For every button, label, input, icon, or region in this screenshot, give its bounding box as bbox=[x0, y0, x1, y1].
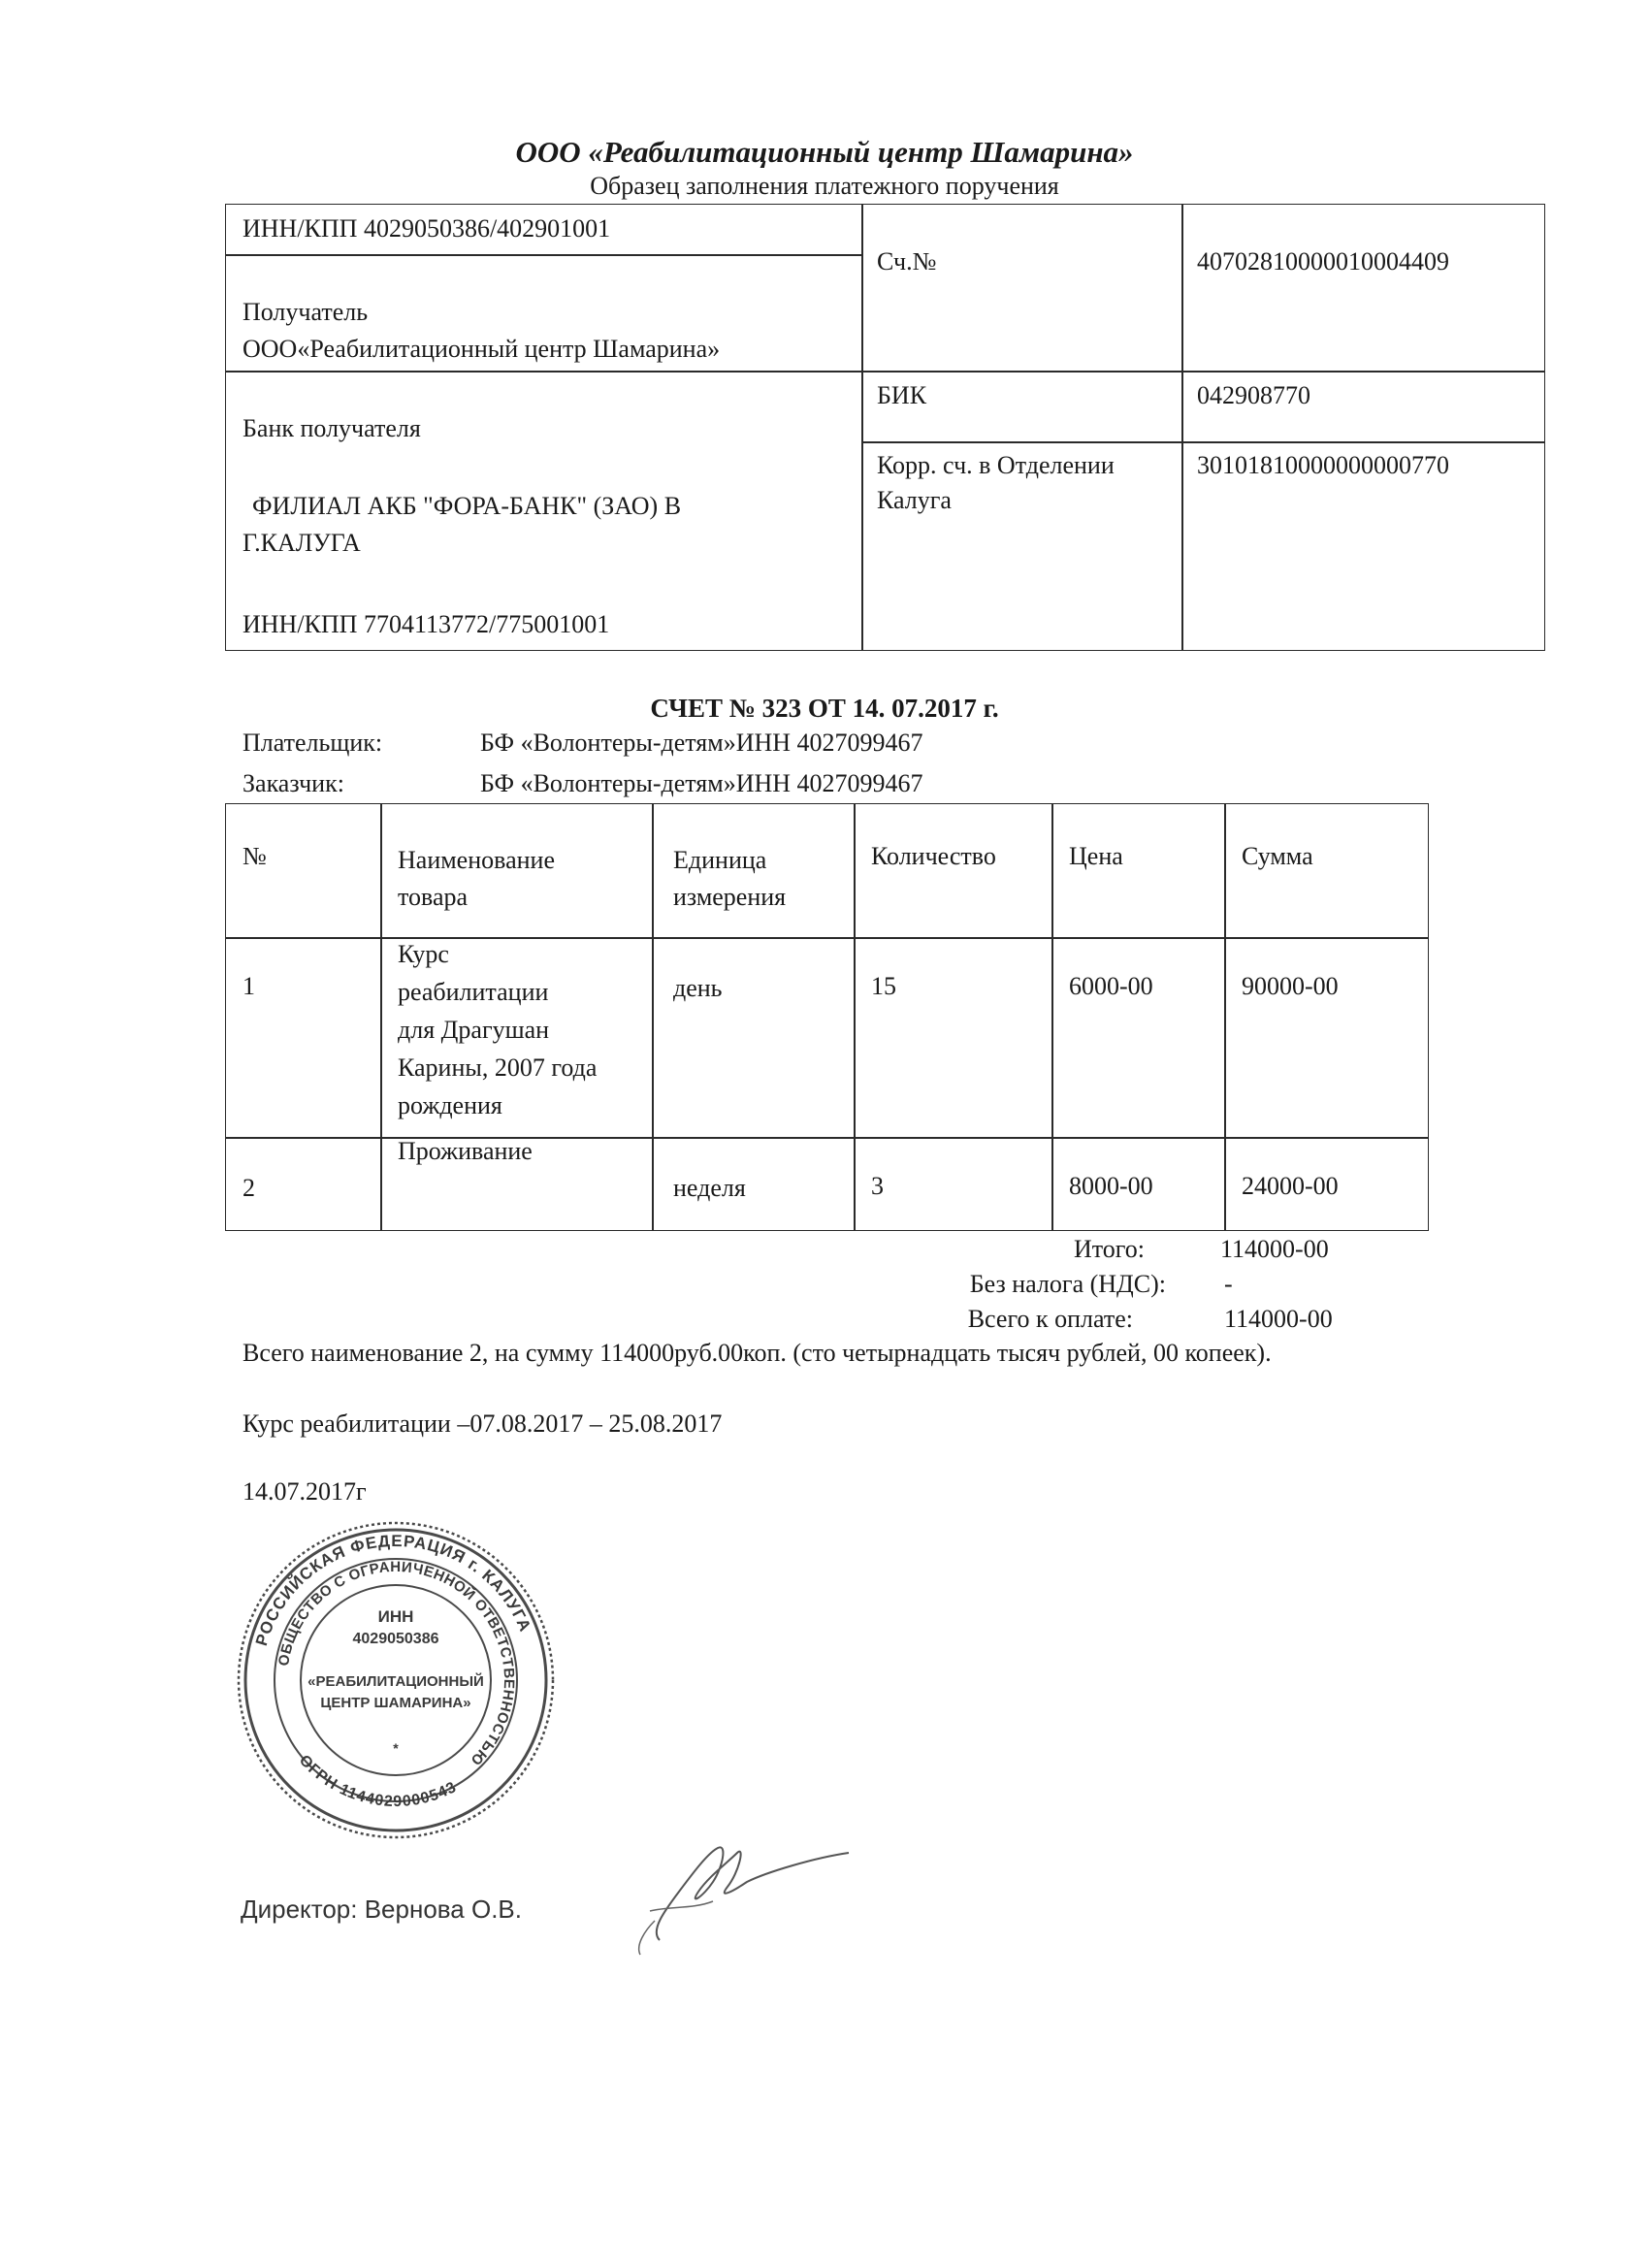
invoice-date: 14.07.2017г bbox=[242, 1477, 367, 1506]
company-seal bbox=[231, 1515, 561, 1845]
payment-sample-subtitle: Образец заполнения платежного поручения bbox=[590, 172, 1059, 200]
row1-name-line: Курс bbox=[398, 940, 449, 968]
stamp-star: * bbox=[393, 1740, 399, 1756]
invoice-title: СЧЕТ № 323 ОТ 14. 07.2017 г. bbox=[650, 694, 999, 723]
row2-name: Проживание bbox=[398, 1137, 533, 1165]
payer-label: Плательщик: bbox=[242, 729, 383, 757]
items-table bbox=[225, 803, 1428, 1230]
svg-text:ОГРН 1144029000543 bbox=[296, 1752, 460, 1810]
vat-label: Без налога (НДС): bbox=[969, 1270, 1166, 1298]
organization-title: ООО «Реабилитационный центр Шамарина» bbox=[515, 135, 1134, 169]
stamp-inn-label: ИНН bbox=[377, 1607, 414, 1626]
payer-value: БФ «Волонтеры-детям»ИНН 4027099467 bbox=[480, 729, 923, 757]
account-value: 40702810000010004409 bbox=[1197, 247, 1449, 275]
stamp-middle-text: ОБЩЕСТВО С ОГРАНИЧЕННОЙ ОТВЕТСТВЕННОСТЬЮ bbox=[275, 1558, 518, 1769]
bank-label: Банк получателя bbox=[242, 414, 421, 442]
grand-total-value: 114000-00 bbox=[1224, 1305, 1333, 1333]
grand-total-label: Всего к оплате: bbox=[967, 1305, 1133, 1333]
invoice-summary: Всего наименование 2, на сумму 114000руб.00коп. (сто четырнадцать тысяч рублей, 00 копеек). bbox=[242, 1339, 1272, 1367]
stamp-ogrn: ОГРН 1144029000543 bbox=[295, 1752, 460, 1811]
row1-num: 1 bbox=[242, 972, 255, 1000]
stamp-name-line2: ЦЕНТР ШАМАРИНА» bbox=[320, 1695, 471, 1711]
header-unit bbox=[673, 842, 786, 916]
account-label: Сч.№ bbox=[877, 247, 937, 275]
header-name bbox=[398, 842, 555, 916]
payment-details-table bbox=[225, 204, 1544, 650]
row1-name-line: Карины, 2007 года bbox=[398, 1053, 598, 1082]
row1-unit: день bbox=[673, 974, 723, 1002]
corr-label-line2: Калуга bbox=[877, 486, 952, 514]
row1-qty: 15 bbox=[871, 972, 896, 1000]
header-qty: Количество bbox=[871, 842, 996, 870]
row2-price: 8000-00 bbox=[1069, 1172, 1153, 1200]
header-num: № bbox=[242, 842, 267, 870]
header-sum: Сумма bbox=[1242, 842, 1313, 870]
row2-sum: 24000-00 bbox=[1242, 1172, 1339, 1200]
header-name-line2: товара bbox=[398, 883, 469, 911]
row1-name-line: реабилитации bbox=[398, 978, 549, 1006]
bank-name-line2: Г.КАЛУГА bbox=[242, 529, 361, 557]
header-unit-line1: Единица bbox=[673, 846, 767, 874]
bik-value: 042908770 bbox=[1197, 381, 1310, 409]
bank-name-line1: ФИЛИАЛ АКБ "ФОРА-БАНК" (ЗАО) В bbox=[252, 492, 682, 520]
customer-value: БФ «Волонтеры-детям»ИНН 4027099467 bbox=[480, 769, 923, 797]
row1-name-line: для Драгушан bbox=[398, 1016, 550, 1044]
recipient-label: Получатель bbox=[242, 298, 369, 326]
vat-value: - bbox=[1224, 1270, 1233, 1298]
stamp-outer-text: РОССИЙСКАЯ ФЕДЕРАЦИЯ г. КАЛУГА bbox=[251, 1531, 535, 1648]
payer-row bbox=[242, 726, 382, 761]
header-name-line1: Наименование bbox=[398, 846, 555, 874]
bank-inn-kpp: ИНН/КПП 7704113772/775001001 bbox=[242, 610, 610, 638]
stamp-name-line1: «РЕАБИЛИТАЦИОННЫЙ bbox=[307, 1673, 484, 1690]
row1-name bbox=[398, 935, 597, 1124]
corr-account-value: 30101810000000000770 bbox=[1197, 451, 1449, 479]
total-value: 114000-00 bbox=[1220, 1235, 1329, 1263]
row1-sum: 90000-00 bbox=[1242, 972, 1339, 1000]
header-price: Цена bbox=[1069, 842, 1123, 870]
customer-label: Заказчик: bbox=[242, 769, 344, 797]
corr-label-line1: Корр. сч. в Отделении bbox=[877, 451, 1115, 479]
stamp-inn-value: 4029050386 bbox=[352, 1631, 439, 1647]
header-unit-line2: измерения bbox=[673, 883, 787, 911]
svg-text:ОБЩЕСТВО С ОГРАНИЧЕННОЙ ОТВЕТС bbox=[275, 1559, 517, 1768]
bik-label: БИК bbox=[877, 381, 927, 409]
recipient-name: ООО«Реабилитационный центр Шамарина» bbox=[242, 335, 721, 363]
row2-qty: 3 bbox=[871, 1172, 884, 1200]
inn-kpp: ИНН/КПП 4029050386/402901001 bbox=[242, 214, 611, 243]
row1-price: 6000-00 bbox=[1069, 972, 1153, 1000]
course-period: Курс реабилитации –07.08.2017 – 25.08.2017 bbox=[242, 1409, 723, 1438]
row2-unit: неделя bbox=[673, 1174, 746, 1202]
director-line: Директор: Вернова О.В. bbox=[241, 1895, 522, 1924]
row1-name-line: рождения bbox=[398, 1091, 502, 1119]
director-signature bbox=[621, 1824, 873, 1969]
row2-num: 2 bbox=[242, 1174, 255, 1202]
corr-account-label bbox=[877, 448, 1115, 518]
total-label: Итого: bbox=[1073, 1235, 1145, 1263]
